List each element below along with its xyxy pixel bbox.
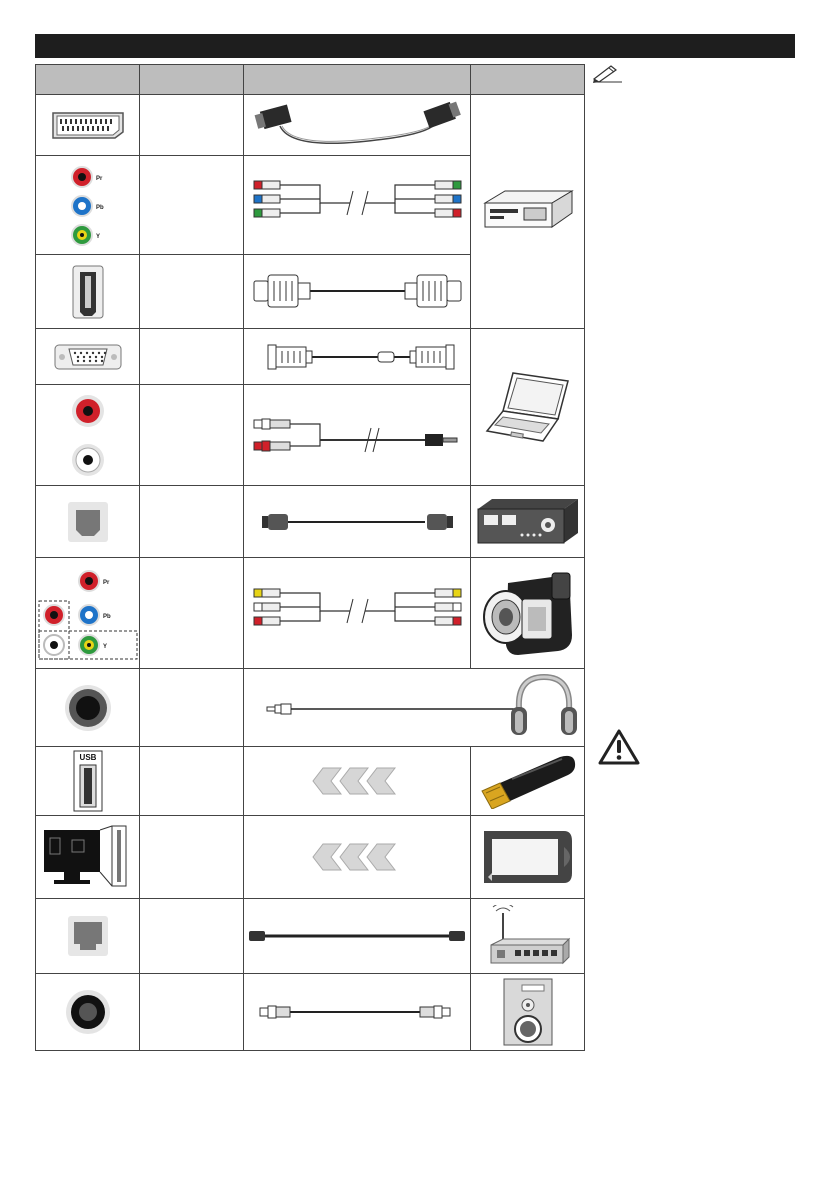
type-cell <box>140 974 244 1051</box>
table-row <box>36 486 585 558</box>
device-cell <box>471 816 585 899</box>
pr-label: Pr <box>102 580 109 586</box>
type-cell <box>140 747 244 816</box>
type-cell <box>140 156 244 255</box>
insert-arrows-icon <box>307 842 407 872</box>
pr-label: Pr <box>95 176 102 182</box>
headphone-cable-icon <box>249 673 579 743</box>
cable-cell <box>244 486 471 558</box>
table-header-row <box>36 65 585 95</box>
connector-cell <box>36 974 140 1051</box>
component-cable-icon <box>250 175 465 235</box>
rca-to-jack-cable-icon <box>250 410 465 460</box>
connector-cell <box>36 329 140 385</box>
cable-cell <box>244 816 471 899</box>
connector-cell <box>36 486 140 558</box>
cable-cell <box>244 156 471 255</box>
table-row <box>36 974 585 1051</box>
type-cell <box>140 669 244 747</box>
cam-module-icon <box>480 827 576 887</box>
header-cables <box>244 65 471 95</box>
y-label: Y <box>102 644 107 650</box>
cable-cell <box>244 255 471 329</box>
table-row <box>36 95 585 156</box>
subwoofer-icon <box>502 977 554 1047</box>
type-cell <box>140 255 244 329</box>
cable-cell <box>244 329 471 385</box>
device-cell <box>471 747 585 816</box>
table-row <box>36 329 585 385</box>
header-type <box>140 65 244 95</box>
header-connector <box>36 65 140 95</box>
pb-label: Pb <box>102 614 111 620</box>
headphone-jack-icon <box>63 683 113 733</box>
connector-cell <box>36 95 140 156</box>
cable-cell <box>244 899 471 974</box>
warning-triangle-icon <box>597 728 641 766</box>
cable-device-cell <box>244 669 585 747</box>
usb-stick-icon <box>478 753 578 809</box>
coaxial-cable-icon <box>250 1001 465 1023</box>
cable-cell <box>244 95 471 156</box>
type-cell <box>140 385 244 486</box>
connector-cell <box>36 747 140 816</box>
type-cell <box>140 329 244 385</box>
cable-cell <box>244 747 471 816</box>
hdmi-cable-icon <box>250 269 465 314</box>
vga-socket-icon <box>53 341 123 373</box>
connector-cell <box>36 899 140 974</box>
device-cell <box>471 974 585 1051</box>
optical-cable-icon <box>250 509 465 535</box>
pencil-note-icon <box>591 63 623 83</box>
coaxial-socket-icon <box>64 988 112 1036</box>
table-row <box>36 747 585 816</box>
connector-cell <box>36 385 140 486</box>
type-cell <box>140 816 244 899</box>
y-label: Y <box>95 234 100 240</box>
title-bar <box>35 34 795 58</box>
ci-slot-icon <box>42 824 134 890</box>
component-sockets-icon <box>58 162 118 248</box>
pc-audio-sockets-icon <box>68 390 108 480</box>
connector-cell <box>36 255 140 329</box>
hdmi-socket-icon <box>71 264 105 320</box>
scart-cable-icon <box>250 98 465 153</box>
device-cell <box>471 899 585 974</box>
cable-cell <box>244 974 471 1051</box>
camcorder-icon <box>478 565 578 661</box>
cable-cell <box>244 558 471 669</box>
table-row <box>36 816 585 899</box>
optical-socket-icon <box>66 500 110 544</box>
device-cell <box>471 329 585 486</box>
type-cell <box>140 95 244 156</box>
table-row <box>36 558 585 669</box>
insert-arrows-icon <box>307 766 407 796</box>
laptop-icon <box>483 367 573 447</box>
type-cell <box>140 899 244 974</box>
header-device <box>471 65 585 95</box>
av-cable-icon <box>250 583 465 643</box>
device-cell <box>471 95 585 329</box>
type-cell <box>140 558 244 669</box>
side-av-sockets-icon <box>37 563 139 663</box>
usb-port-icon <box>72 749 104 813</box>
connector-cell <box>36 558 140 669</box>
device-cell <box>471 558 585 669</box>
connector-cell <box>36 156 140 255</box>
usb-label: USB <box>79 753 96 762</box>
pb-label: Pb <box>95 205 104 211</box>
type-cell <box>140 486 244 558</box>
connector-cell <box>36 669 140 747</box>
connection-table <box>35 64 585 1051</box>
router-icon <box>481 905 575 967</box>
connector-cell <box>36 816 140 899</box>
ethernet-port-icon <box>66 914 110 958</box>
table-row <box>36 899 585 974</box>
cable-cell <box>244 385 471 486</box>
table-row <box>36 669 585 747</box>
device-cell <box>471 486 585 558</box>
scart-socket-icon <box>49 110 127 140</box>
vga-cable-icon <box>250 339 465 375</box>
dvd-player-icon <box>480 187 575 237</box>
ethernet-cable-icon <box>247 926 467 946</box>
amplifier-icon <box>474 495 582 549</box>
